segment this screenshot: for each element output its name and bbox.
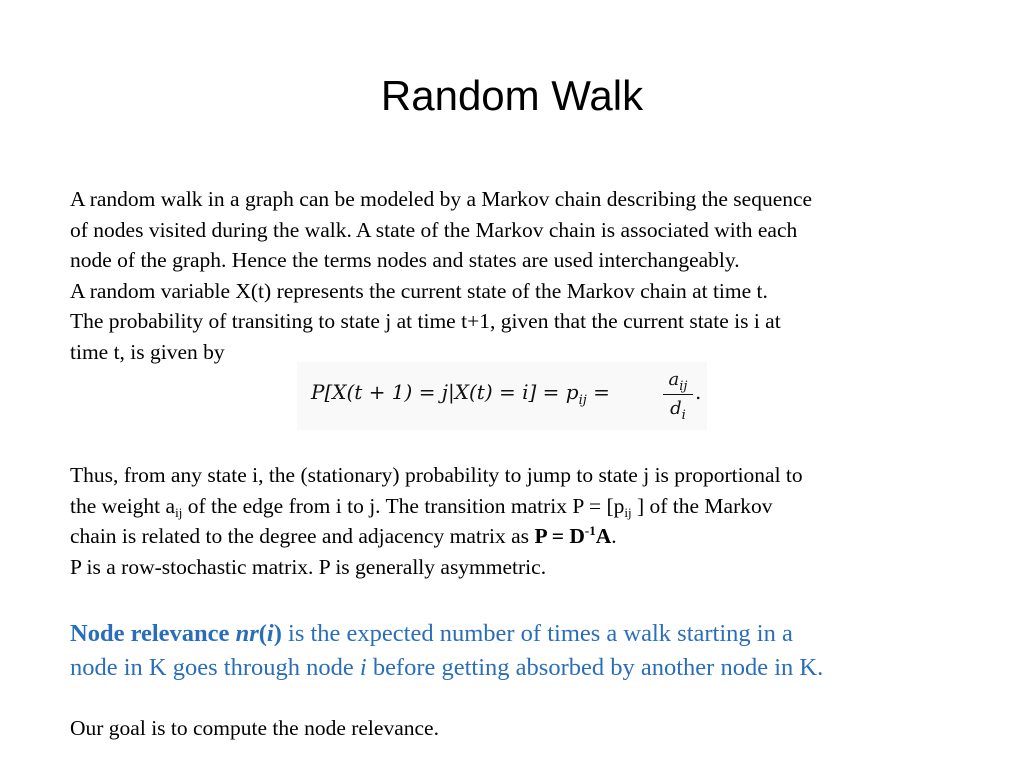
formula-period: . [695,380,702,404]
intro-line: A random walk in a graph can be modeled by a Markov chain describing the sequence [70,187,813,211]
intro-line: The probability of transiting to state j at time t+1, given that the current state is i at [70,309,781,333]
intro-line: A random variable X(t) represents the current state of the Markov chain at time t. [70,278,768,303]
intro-line: node of the graph. Hence the terms nodes and states are used interchangeably. [70,248,740,272]
node-relevance-label: Node relevance [70,620,230,647]
intro-line: time t, is given by [70,339,225,364]
transition-probability-formula [297,362,707,430]
formula-fraction [663,368,693,421]
definition-line: node in K goes through node i before getting absorbed by another node in K. [70,653,824,681]
matrix-line: Thus, from any state i, the (stationary) probability to jump to state j is proportional to [70,463,803,487]
definition-line: Node relevance nr(i) is the expected number of times a walk starting in a [70,620,793,647]
matrix-line: P is a row-stochastic matrix. P is generally asymmetric. [70,554,547,579]
formula-lhs: $P[X(t + 1) = j|X(t) = i] = p_{ij}$ = [311,380,610,408]
closing-sentence: Our goal is to compute the node relevance. [70,716,439,740]
intro-line: of nodes visited during the walk. A state of the Markov chain is associated with each [70,217,798,242]
transition-matrix-paragraph [70,460,960,582]
intro-paragraph [70,184,960,367]
fraction-numerator: $a_{ij}$ [668,369,688,394]
node-relevance-definition [70,617,960,684]
matrix-line: the weight $a_{ij}$ of the edge from i to j. The transition matrix $P = [p_{ij}$ ] of the Markov [70,493,773,520]
fraction-bar [663,394,693,395]
slide-title: Random Walk [380,72,644,119]
fraction-denominator: $d_i$ [670,398,686,423]
matrix-line: chain is related to the degree and adjacency matrix as $P = D^{-1}A$. [70,523,617,548]
